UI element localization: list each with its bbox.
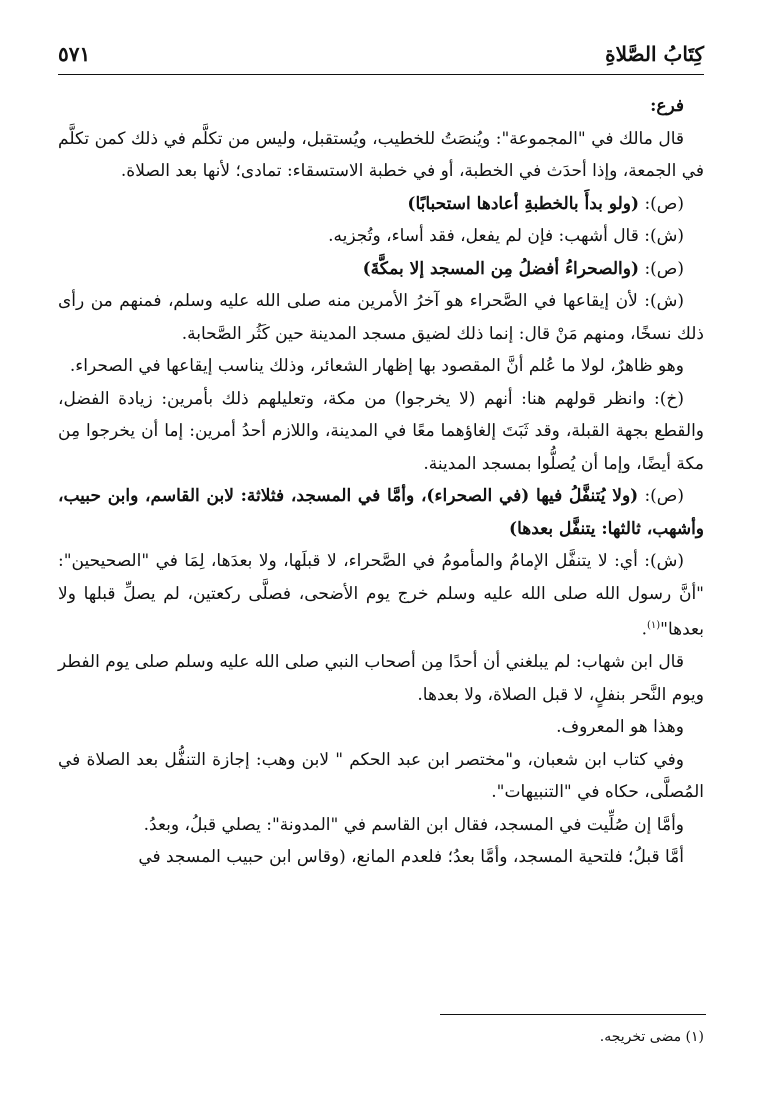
sharh-paragraph — [58, 545, 704, 646]
page-header — [58, 38, 704, 75]
matn-text: (ولا يُتنفَّلُ فيها (في الصحراء)، وأمَّا في المسجد، فثلاثة: لابن القاسم، وابن حبيب، وأشهب، ثالثها: يتنفَّل بعدها) — [58, 486, 704, 539]
page-number: ٥٧١ — [58, 42, 91, 66]
body-text — [58, 90, 704, 874]
matn-text: (ولو بدأَ بالخطبةِ أعادها استحبابًا) — [407, 193, 640, 214]
paragraph: قال مالك في "المجموعة": ويُنصَتُ للخطيب، ويُستقبل، وليس من تكلَّم في ذلك كمن تكلَّم في الجمعة، وإذا أحدَث في الخطبة، أو في خطبة الاستسقاء: تمادى؛ لأنها بعد الصلاة. — [58, 128, 704, 181]
footnote-separator — [440, 1014, 706, 1015]
paragraph: وفي كتاب ابن شعبان، و"مختصر ابن عبد الحكم " لابن وهب: إجازة التنفُّل بعد الصلاة في المُصلَّى، حكاه في "التنبيهات". — [58, 749, 704, 803]
paragraph: وهو ظاهرٌ، لولا ما عُلم أنَّ المقصود بها إظهار الشعائر، وذلك يناسب إيقاعها في الصحراء. — [69, 356, 684, 376]
matn-paragraph — [58, 253, 704, 286]
matn-paragraph — [58, 188, 704, 221]
paragraph-end: . — [641, 619, 647, 640]
footnote: (١) مضى تخريجه. — [599, 1029, 704, 1045]
matn-label: (ص): — [639, 258, 684, 279]
running-title: كِتَابُ الصَّلاةِ — [605, 42, 704, 66]
paragraph: وهذا هو المعروف. — [556, 717, 684, 738]
matn-label: (ص): — [638, 486, 684, 506]
matn-paragraph — [58, 480, 704, 545]
sharh-paragraph: (ش): لأن إيقاعها في الصَّحراء هو آخرُ الأمرين منه صلى الله عليه وسلم، فمنهم من رأى ذلك نسخًا، ومنهم مَنْ قال: إنما ذلك لضيق مسجد المدينة حين كَثُر الصَّحابة. — [58, 291, 704, 344]
sharh-paragraph: (ش): قال أشهب: فإن لم يفعل، فقد أساء، وتُجزيه. — [328, 226, 684, 246]
matn-text: (والصحراءُ أفضلُ مِن المسجد إلا بمكَّةَ) — [362, 258, 640, 279]
paragraph-text: (ش): أي: لا يتنفَّل الإمامُ والمأمومُ في الصَّحراء، لا قبلَها، ولا بعدَها، لِمَا في "الصحيحين": "أنَّ رسول الله صلى الله عليه وسلم خرج يوم الأضحى، فصلَّى ركعتين، لم يصلِّ قبلها ولا بعدها" — [58, 551, 704, 640]
paragraph: وأمَّا إن صُلِّيت في المسجد، فقال ابن القاسم في "المدونة": يصلي قبلُ، وبعدُ. — [143, 814, 684, 835]
section-heading: فرع: — [650, 96, 684, 116]
paragraph: (خ): وانظر قولهم هنا: أنهم (لا يخرجوا) من مكة، وتعليلهم ذلك بأمرين: زيادة الفضل، والقطع بجهة القبلة، وقد ثَبَتَ إلغاؤهما معًا في المدينة، واللازم أحدُ أمرين: إما أن يخرجوا مِن مكة أيضًا، وإما أن يُصلُّوا بمسجد المدينة. — [58, 388, 704, 474]
matn-label: (ص): — [639, 193, 684, 214]
footnote-ref[interactable]: (١) — [646, 620, 661, 631]
paragraph: أمَّا قبلُ؛ فلتحية المسجد، وأمَّا بعدُ؛ فلعدم المانع، (وقاس ابن حبيب المسجد في — [138, 847, 684, 868]
paragraph: قال ابن شهاب: لم يبلغني أن أحدًا مِن أصحاب النبي صلى الله عليه وسلم صلى يوم الفطر ويوم النَّحر بنفلٍ، لا قبل الصلاة، ولا بعدها. — [58, 652, 704, 705]
